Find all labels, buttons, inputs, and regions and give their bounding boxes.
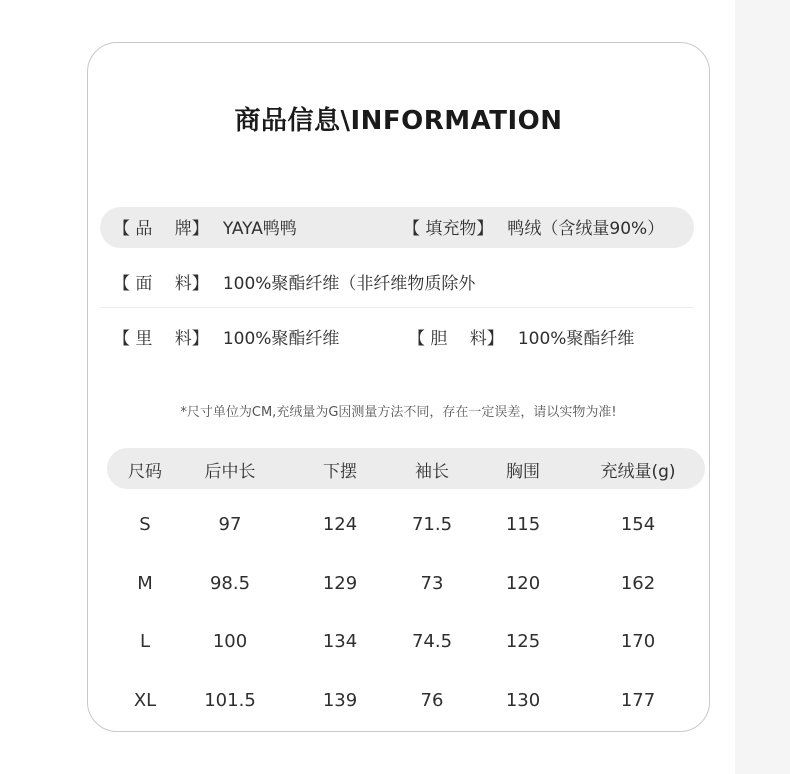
table-value-cell: 98.5 — [209, 573, 251, 594]
filling-label: 【 填充物】 — [403, 219, 494, 239]
table-value-cell: 97 — [218, 514, 242, 535]
table-value-cell: 76 — [420, 690, 444, 711]
table-header-cell: 下摆 — [323, 462, 357, 482]
table-value-cell: 125 — [505, 631, 541, 652]
table-value-cell: 124 — [322, 514, 358, 535]
info-card — [87, 42, 710, 732]
table-value-cell: 120 — [505, 573, 541, 594]
table-value-cell: 115 — [505, 514, 541, 535]
lining-field — [113, 329, 339, 349]
table-header-cell: 充绒量(g) — [600, 462, 676, 482]
table-size-cell: L — [139, 631, 151, 652]
table-size-cell: XL — [133, 690, 157, 711]
fabric-field — [113, 274, 475, 294]
table-value-cell: 154 — [620, 514, 656, 535]
table-size-cell: M — [137, 573, 153, 594]
brand-value: YAYA鸭鸭 — [222, 219, 297, 239]
brand-label: 【 品 牌】 — [113, 219, 209, 239]
table-value-cell: 139 — [322, 690, 358, 711]
info-divider — [100, 307, 694, 308]
lining-label: 【 里 料】 — [113, 329, 209, 349]
lining-value: 100%聚酯纤维 — [222, 329, 340, 349]
filling-field — [403, 219, 664, 239]
fabric-value: 100%聚酯纤维（非纤维物质除外 — [222, 274, 476, 294]
inner-value: 100%聚酯纤维 — [517, 329, 635, 349]
table-header-cell: 后中长 — [204, 462, 256, 482]
table-value-cell: 129 — [322, 573, 358, 594]
table-value-cell: 73 — [420, 573, 444, 594]
table-header-cell: 胸围 — [506, 462, 540, 482]
inner-field — [408, 329, 634, 349]
table-header-cell: 袖长 — [415, 462, 449, 482]
page-title: 商品信息\INFORMATION — [234, 106, 563, 136]
inner-label: 【 胆 料】 — [408, 329, 504, 349]
table-value-cell: 74.5 — [411, 631, 453, 652]
table-size-cell: S — [139, 514, 151, 535]
table-value-cell: 162 — [620, 573, 656, 594]
table-value-cell: 100 — [212, 631, 248, 652]
table-value-cell: 177 — [620, 690, 656, 711]
table-header-cell: 尺码 — [128, 462, 162, 482]
table-value-cell: 170 — [620, 631, 656, 652]
fabric-label: 【 面 料】 — [113, 274, 209, 294]
size-note: *尺寸单位为CM,充绒量为G因测量方法不同，存在一定误差，请以实物为准! — [180, 405, 617, 420]
filling-value: 鸭绒（含绒量90%） — [507, 219, 665, 239]
table-value-cell: 101.5 — [204, 690, 256, 711]
brand-field — [113, 219, 297, 239]
right-edge-strip — [735, 0, 790, 774]
table-value-cell: 130 — [505, 690, 541, 711]
table-value-cell: 134 — [322, 631, 358, 652]
table-value-cell: 71.5 — [411, 514, 453, 535]
